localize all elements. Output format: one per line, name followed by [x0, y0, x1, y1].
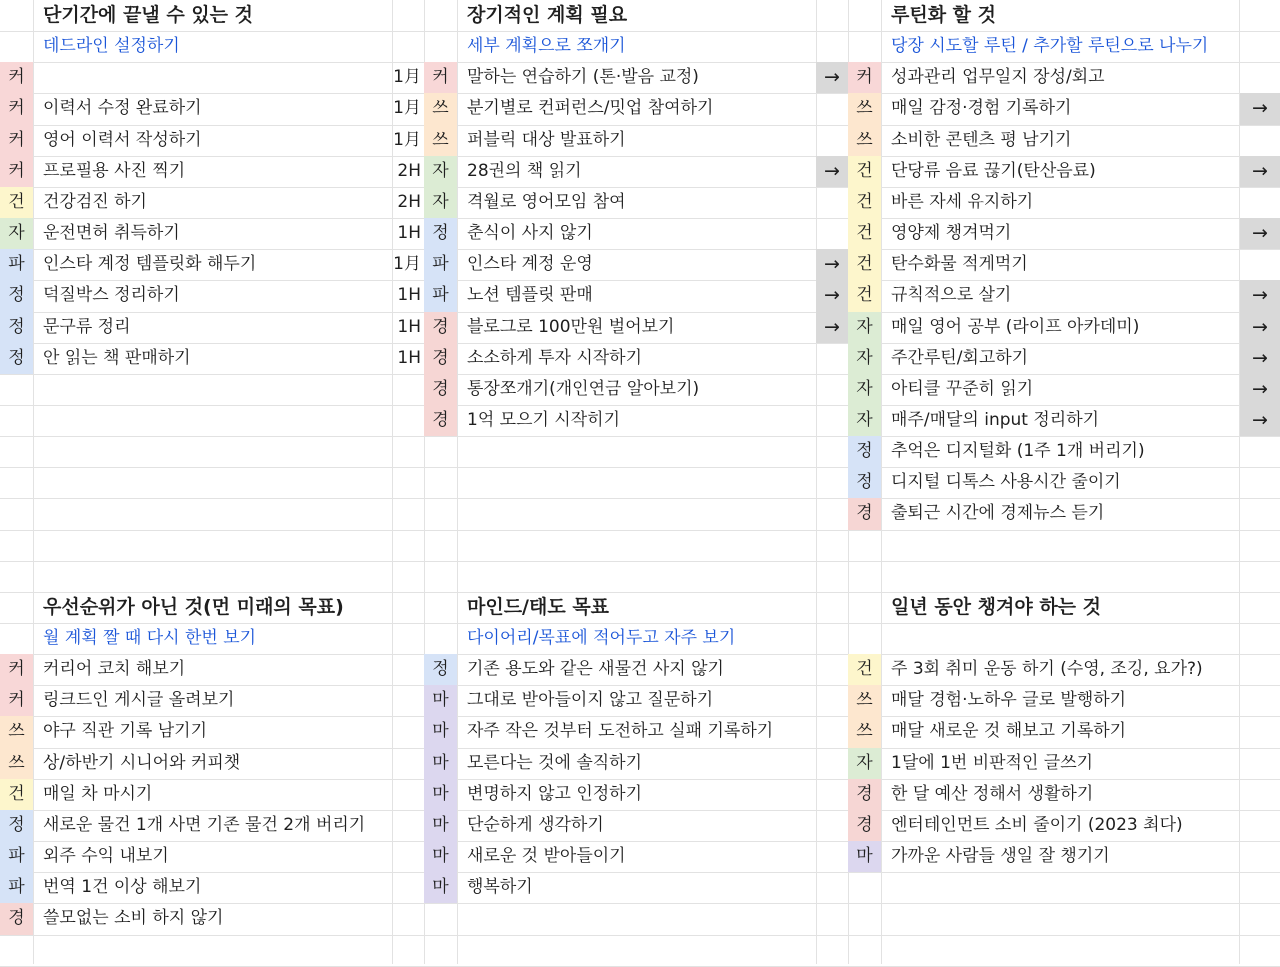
goal-item[interactable]: 그대로 받아들이지 않고 질문하기 [467, 690, 714, 710]
deadline-mark[interactable]: 1H [397, 317, 421, 337]
goal-item[interactable]: 상/하반기 시니어와 커피챗 [43, 753, 241, 773]
category-tag: 마 [424, 872, 457, 903]
category-tag: 경 [848, 810, 881, 841]
goal-item[interactable]: 쓸모없는 소비 하지 않기 [43, 908, 224, 928]
category-tag: 자 [848, 405, 881, 436]
category-tag: 자 [848, 748, 881, 779]
deadline-mark[interactable]: 1H [397, 223, 421, 243]
category-tag: 쓰 [848, 685, 881, 716]
goal-item[interactable]: 영양제 챙겨먹기 [891, 223, 1012, 243]
goal-item[interactable]: 가까운 사람들 생일 잘 챙기기 [891, 846, 1110, 866]
category-tag: 정 [424, 654, 457, 685]
goal-item[interactable]: 아티클 꾸준히 읽기 [891, 379, 1034, 399]
category-tag: 정 [848, 467, 881, 498]
category-tag: 경 [424, 312, 457, 343]
category-tag: 마 [424, 810, 457, 841]
goal-item[interactable]: 자주 작은 것부터 도전하고 실패 기록하기 [467, 721, 774, 741]
section-title: 우선순위가 아닌 것(먼 미래의 목표) [43, 596, 344, 618]
category-tag: 파 [0, 872, 33, 903]
category-tag: 커 [0, 685, 33, 716]
goal-item[interactable]: 인스타 계정 운영 [467, 254, 593, 274]
goal-item[interactable]: 디지털 디톡스 사용시간 줄이기 [891, 472, 1121, 492]
grid-row-line [0, 530, 1280, 531]
goal-item[interactable]: 엔터테인먼트 소비 줄이기 (2023 최다) [891, 815, 1183, 835]
goal-item[interactable]: 한 달 예산 정해서 생활하기 [891, 784, 1094, 804]
goal-item[interactable]: 번역 1건 이상 해보기 [43, 877, 202, 897]
goal-item[interactable]: 외주 수익 내보기 [43, 846, 169, 866]
category-tag: 자 [848, 312, 881, 343]
category-tag: 쓰 [424, 125, 457, 156]
section-title: 루틴화 할 것 [891, 4, 996, 26]
arrow-right-icon: → [816, 312, 848, 343]
category-tag: 정 [424, 218, 457, 249]
category-tag: 정 [0, 312, 33, 343]
category-tag: 파 [0, 249, 33, 280]
arrow-right-icon: → [816, 280, 848, 312]
category-tag: 마 [424, 716, 457, 748]
grid-row-line [0, 561, 1280, 562]
category-tag: 커 [0, 156, 33, 187]
deadline-mark[interactable]: 1月 [393, 130, 421, 150]
category-tag: 건 [0, 779, 33, 810]
arrow-right-icon: → [816, 156, 848, 187]
goal-item[interactable]: 28권의 책 읽기 [467, 161, 582, 181]
goal-item[interactable]: 1억 모으기 시작히기 [467, 410, 620, 430]
goal-item[interactable]: 1달에 1번 비판적인 글쓰기 [891, 753, 1094, 773]
goal-item[interactable]: 통장쪼개기(개인연금 알아보기) [467, 379, 700, 399]
category-tag: 커 [424, 62, 457, 93]
category-tag: 건 [848, 156, 881, 187]
deadline-mark[interactable]: 2H [397, 192, 421, 212]
goal-item[interactable]: 매달 새로운 것 해보고 기록하기 [891, 721, 1127, 741]
deadline-mark[interactable]: 1月 [393, 254, 421, 274]
goal-item[interactable]: 새로운 것 받아들이기 [467, 846, 626, 866]
arrow-right-icon: → [816, 249, 848, 280]
category-tag: 마 [424, 685, 457, 716]
category-tag: 건 [0, 187, 33, 218]
category-tag: 파 [424, 249, 457, 280]
category-tag: 정 [0, 280, 33, 312]
category-tag: 정 [0, 343, 33, 374]
goal-item[interactable]: 안 읽는 책 판매하기 [43, 348, 191, 368]
category-tag: 마 [848, 841, 881, 872]
category-tag: 정 [0, 810, 33, 841]
goal-item[interactable]: 소비한 콘텐츠 평 남기기 [891, 130, 1072, 150]
category-tag: 마 [424, 748, 457, 779]
goal-item[interactable]: 바른 자세 유지하기 [891, 192, 1034, 212]
arrow-right-icon: → [1240, 156, 1280, 187]
category-tag: 쓰 [848, 93, 881, 125]
category-tag: 커 [0, 654, 33, 685]
arrow-right-icon: → [1240, 405, 1280, 436]
category-tag: 정 [848, 436, 881, 467]
deadline-mark[interactable]: 1月 [393, 67, 421, 87]
category-tag: 자 [0, 218, 33, 249]
category-tag: 건 [848, 187, 881, 218]
category-tag: 자 [848, 374, 881, 405]
goal-item[interactable]: 야구 직관 기록 남기기 [43, 721, 208, 741]
goal-item[interactable]: 프로필용 사진 찍기 [43, 161, 186, 181]
category-tag: 건 [848, 249, 881, 280]
category-tag: 쓰 [0, 716, 33, 748]
category-tag: 자 [424, 156, 457, 187]
category-tag: 경 [848, 498, 881, 530]
section-title: 일년 동안 챙겨야 하는 것 [891, 596, 1101, 618]
goal-item[interactable]: 건강검진 하기 [43, 192, 147, 212]
goal-item[interactable]: 운전면허 취득하기 [43, 223, 180, 243]
category-tag: 경 [424, 405, 457, 436]
goal-item[interactable]: 링크드인 게시글 올려보기 [43, 690, 235, 710]
category-tag: 쓰 [0, 748, 33, 779]
deadline-mark[interactable]: 1H [397, 285, 421, 305]
category-tag: 경 [848, 779, 881, 810]
goal-item[interactable]: 모른다는 것에 솔직하기 [467, 753, 643, 773]
goal-item[interactable]: 매일 감정·경험 기록하기 [891, 98, 1072, 118]
goal-item[interactable]: 이력서 수정 완료하기 [43, 98, 202, 118]
goal-item[interactable]: 매달 경험·노하우 글로 발행하기 [891, 690, 1127, 710]
goal-item[interactable]: 매주/매달의 input 정리하기 [891, 410, 1100, 430]
category-tag: 자 [424, 187, 457, 218]
section-subtitle: 월 계획 짤 때 다시 한번 보기 [43, 628, 257, 648]
arrow-right-icon: → [1240, 312, 1280, 343]
goal-item[interactable]: 행복하기 [467, 877, 533, 897]
goal-item[interactable]: 매일 영어 공부 (라이프 아카데미) [891, 317, 1140, 337]
section-subtitle: 세부 계획으로 쪼개기 [467, 36, 626, 56]
goal-item[interactable]: 탄수화물 적게먹기 [891, 254, 1028, 274]
category-tag: 건 [848, 280, 881, 312]
category-tag: 건 [848, 218, 881, 249]
grid-row-line [0, 935, 1280, 936]
goal-item[interactable]: 주 3회 취미 운동 하기 (수영, 조깅, 요가?) [891, 659, 1203, 679]
section-title: 장기적인 계획 필요 [467, 4, 628, 26]
category-tag: 파 [424, 280, 457, 312]
goal-item[interactable]: 변명하지 않고 인정하기 [467, 784, 643, 804]
section-title: 단기간에 끝낼 수 있는 것 [43, 4, 253, 26]
category-tag: 쓰 [848, 716, 881, 748]
deadline-mark[interactable]: 2H [397, 161, 421, 181]
goal-item[interactable]: 퍼블릭 대상 발표하기 [467, 130, 626, 150]
section-subtitle: 다이어리/목표에 적어두고 자주 보기 [467, 628, 736, 648]
grid-column-line [816, 0, 817, 964]
category-tag: 마 [424, 841, 457, 872]
goal-item[interactable]: 문구류 정리 [43, 317, 131, 337]
section-subtitle [882, 623, 1280, 654]
goal-item[interactable]: 주간루틴/회고하기 [891, 348, 1029, 368]
section-title: 마인드/태도 목표 [467, 596, 610, 618]
goal-item[interactable]: 덕질박스 정리하기 [43, 285, 180, 305]
goal-item[interactable]: 격월로 영어모임 참여 [467, 192, 626, 212]
arrow-right-icon: → [1240, 280, 1280, 312]
section-subtitle: 당장 시도할 루틴 / 추가할 루틴으로 나누기 [891, 36, 1209, 56]
goal-item[interactable]: 매일 차 마시기 [43, 784, 153, 804]
arrow-right-icon: → [1240, 343, 1280, 374]
category-tag: 자 [848, 343, 881, 374]
goal-item[interactable]: 성과관리 업무일지 장성/회고 [891, 67, 1105, 87]
goal-item[interactable]: 소소하게 투자 시작하기 [467, 348, 643, 368]
deadline-mark[interactable]: 1月 [393, 98, 421, 118]
arrow-right-icon: → [1240, 93, 1280, 125]
deadline-mark[interactable]: 1H [397, 348, 421, 368]
goal-item[interactable]: 분기별로 컨퍼런스/밋업 참여하기 [467, 98, 714, 118]
goal-item[interactable]: 단당류 음료 끊기(탄산음료) [891, 161, 1096, 181]
goal-item[interactable]: 춘식이 사지 않기 [467, 223, 593, 243]
category-tag: 파 [0, 841, 33, 872]
goal-item[interactable]: 커리어 코치 해보기 [43, 659, 186, 679]
goal-item[interactable]: 기존 용도와 같은 새물건 사지 않기 [467, 659, 724, 679]
goal-item[interactable]: 출퇴근 시간에 경제뉴스 듣기 [891, 503, 1105, 523]
goal-item[interactable]: 말하는 연습하기 (톤·발음 교정) [467, 67, 699, 87]
goal-item[interactable]: 추억은 디지털화 (1주 1개 버리기) [891, 441, 1145, 461]
category-tag: 쓰 [848, 125, 881, 156]
goal-item[interactable]: 새로운 물건 1개 사면 기존 물건 2개 버리기 [43, 815, 366, 835]
arrow-right-icon: → [816, 62, 848, 93]
category-tag: 경 [424, 343, 457, 374]
category-tag: 건 [848, 654, 881, 685]
category-tag: 커 [0, 93, 33, 125]
category-tag: 경 [424, 374, 457, 405]
section-subtitle: 데드라인 설정하기 [43, 36, 180, 56]
category-tag: 커 [0, 62, 33, 93]
goal-item[interactable]: 영어 이력서 작성하기 [43, 130, 202, 150]
arrow-right-icon: → [1240, 218, 1280, 249]
goal-item[interactable]: 단순하게 생각하기 [467, 815, 604, 835]
goal-item[interactable]: 규칙적으로 살기 [891, 285, 1012, 305]
category-tag: 경 [0, 903, 33, 935]
category-tag: 커 [848, 62, 881, 93]
category-tag: 쓰 [424, 93, 457, 125]
goal-item[interactable] [34, 62, 392, 93]
category-tag: 마 [424, 779, 457, 810]
goal-item[interactable]: 인스타 계정 템플릿화 해두기 [43, 254, 257, 274]
goal-item[interactable]: 노션 템플릿 판매 [467, 285, 593, 305]
goal-item[interactable]: 블로그로 100만원 벌어보기 [467, 317, 675, 337]
category-tag: 커 [0, 125, 33, 156]
arrow-right-icon: → [1240, 374, 1280, 405]
